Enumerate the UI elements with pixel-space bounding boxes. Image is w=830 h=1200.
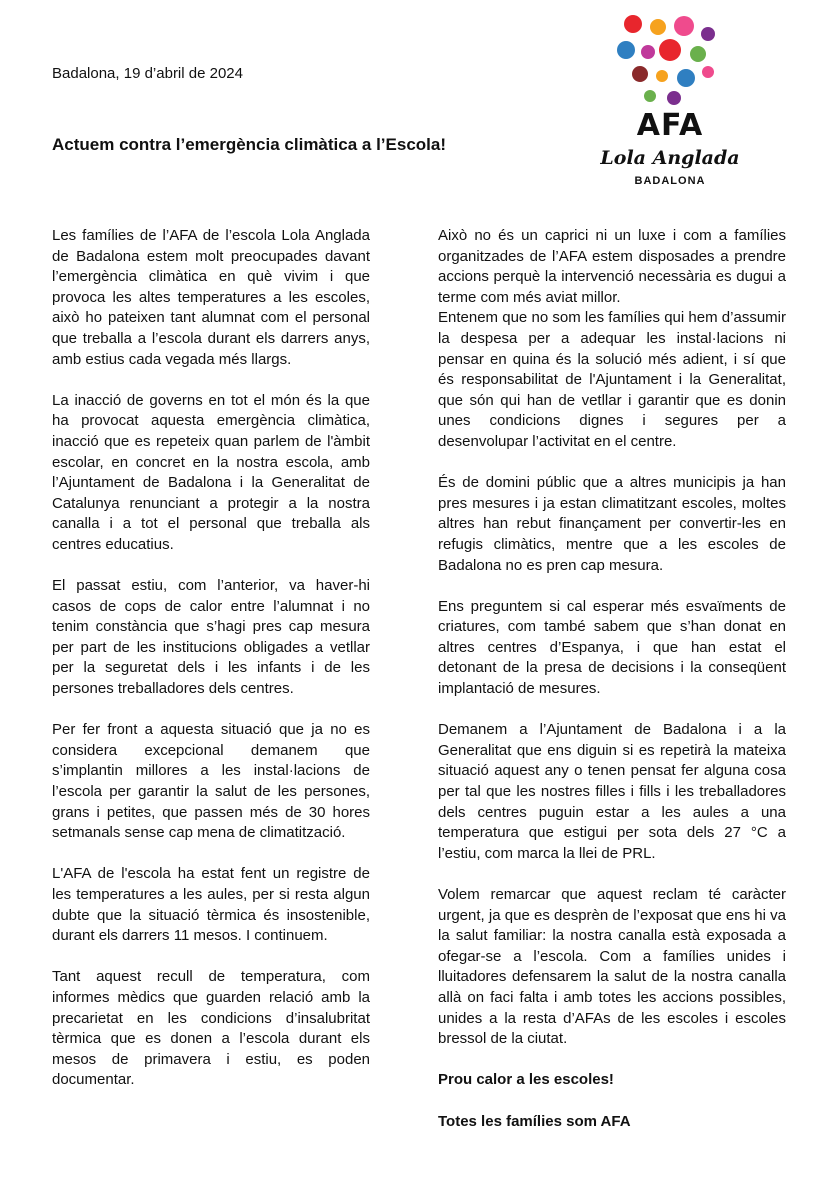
- paragraph: L'AFA de l'escola ha estat fent un registre de les temperatures a les aules, per si resta algun dubte que la situació tèrmica és insostenible, durant els darrers 11 mesos. I continuem.: [52, 865, 370, 945]
- afa-logo: [600, 12, 740, 192]
- paragraph: Tant aquest recull de temperatura, com informes mèdics que guarden relació amb la precarietat en les condicions d’insalubritat tèrmica que es donen a l’escola durant els mesos de primavera i estiu, es poden documentar.: [52, 968, 370, 1089]
- paragraph: Això no és un caprici ni un luxe i com a famílies organitzades de l’AFA estem disposades a prendre accions perquè la intervenció necessària es dugui a terme com més aviat millor.: [438, 227, 786, 306]
- right-column: [438, 226, 786, 1153]
- paragraph: Ens preguntem si cal esperar més esvaïments de criatures, com també sabem que s’han donat en altres centres d’Espanya, i que han estat el detonant de la presa de decisions i la conseqüent implantació de mesures.: [438, 597, 786, 698]
- date-line: Badalona, 19 d’abril de 2024: [52, 65, 243, 82]
- paragraph: Demanem a l’Ajuntament de Badalona i a la Generalitat que ens diguin si es repetirà la mateixa situació aquest any o tenen pensat fer alguna cosa per tal que les nostres filles i fills i les treballadores dels centres puguin estar a les aules a una temperatura que estigui per sota dels 27 °C a l’estiu, com marca la llei de PRL.: [438, 721, 786, 862]
- paragraph: Per fer front a aquesta situació que ja no es considera excepcional demanem que s’implantin millores a les instal·lacions de l’escola per garantir la salut de les persones, grans i petites, que passen més de 30 hores setmanals sense cap mena de climatització.: [52, 721, 370, 842]
- closing-signature: Totes les famílies som AFA: [438, 1112, 631, 1130]
- logo-dots: [600, 12, 740, 112]
- logo-school-name: Lola Anglada: [600, 147, 740, 169]
- paragraph: Les famílies de l’AFA de l’escola Lola Anglada de Badalona estem molt preocupades davant l’emergència climàtica en què vivim i que provoca les altes temperatures a les escoles, això ho pateixen tant alumnat com el personal que treballa a l’escola durant els darrers anys, amb estius cada vegada més llargs.: [52, 227, 370, 368]
- logo-afa-text: AFA: [636, 108, 704, 143]
- paragraph: Volem remarcar que aquest reclam té caràcter urgent, ja que es desprèn de l’exposat que ens hi va la salut familiar: la nostra canalla està exposada a ofegar-se a l’escola. Com a famílies unides i lluitadores defensarem la salut de la nostra canalla allà on faci falta i amb totes les accions possibles, unides a la resta d’AFAs de les escoles i escoles bressol de la ciutat.: [438, 886, 786, 1048]
- paragraph: La inacció de governs en tot el món és la que ha provocat aquesta emergència climàtica, inacció que es repeteix quan parlem de l'àmbit escolar, en concret en la nostra escola, amb l’Ajuntament de Badalona i la Generalitat de Catalunya renunciant a protegir a la nostra canalla i a tot el personal que treballa als centres educatius.: [52, 391, 370, 553]
- paragraph: Entenem que no som les famílies qui hem d’assumir la despesa per a adequar les instal·lacions ni pensar en quina és la solució més adient, i sí que és responsabilitat de l'Ajuntament i la Generalitat, que són qui han de vetllar i garantir que es donin unes condicions dignes i segures per a desenvolupar l’activitat en el centre.: [438, 309, 786, 450]
- paragraph: El passat estiu, com l’anterior, va haver-hi casos de cops de calor entre l’alumnat i no tenim constància que s’hagi pres cap mesura per part de les institucions obligades a vetllar per la seguretat dels i les infants i de les persones treballadores dels centres.: [52, 577, 370, 698]
- page-title: Actuem contra l’emergència climàtica a l’Escola!: [52, 135, 446, 154]
- left-column: [52, 226, 370, 1112]
- closing-slogan: Prou calor a les escoles!: [438, 1071, 614, 1089]
- paragraph: És de domini públic que a altres municipis ja han pres mesures i ja estan climatitzant escoles, moltes altres han rebut finançament per convertir-les en refugis climàtics, mentre que a les escoles de Badalona no es pren cap mesura.: [438, 474, 786, 574]
- logo-city: BADALONA: [634, 175, 706, 187]
